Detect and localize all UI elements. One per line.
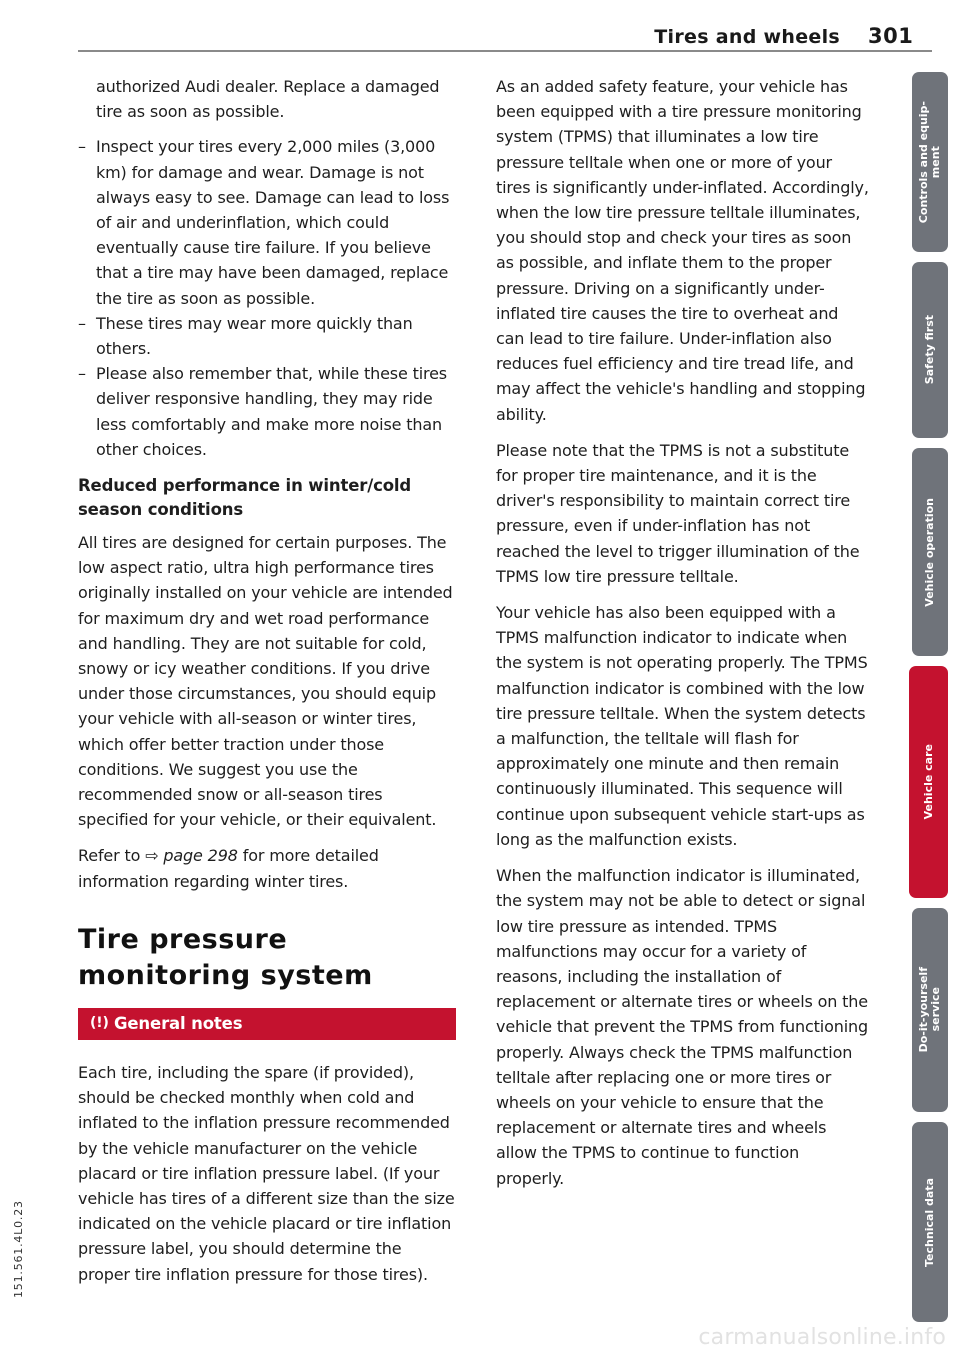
- winter-paragraph: All tires are designed for certain purposes. The low aspect ratio, ultra high performance tires originally installed on your vehicle are intended for maximum dry and wet road performance and handling. They are not suitable for cold, snowy or icy weather conditions. If you drive under those circumstances, you should equip your vehicle with all-season or winter tires, which offer better traction under those conditions. We suggest you use the recommended snow or all-season tires specified for your vehicle, or their equivalent.: [78, 533, 453, 830]
- tpms-malfunction-paragraph: Your vehicle has also been equipped with a TPMS malfunction indicator to indicate when the system is not operating properly. The TPMS malfunction indicator is combined with the low tire pressure telltale. When the system detects a malfunction, the telltale will flash for approximately one minute and then remain continuously illuminated. This sequence will continue upon subsequent vehicle start-ups as long as the malfunction exists.: [496, 603, 868, 849]
- bullet-continuation: [78, 74, 456, 124]
- tab-safety-first[interactable]: [912, 262, 948, 438]
- refer-paragraph: [78, 843, 456, 893]
- winter-subheading: Reduced performance in winter/cold season conditions: [78, 476, 412, 520]
- section-title: Tire pressure monitoring system: [78, 923, 373, 991]
- bullet-inspect-tires: – Inspect your tires every 2,000 miles (3,000 km) for damage and wear. Damage is not always easy to see. Damage can lead to loss of air and underinflation, which could eventually cause tire failure. If you believe that a tire may have been damaged, replace the tire as soon as possible.: [78, 134, 456, 310]
- refer-prefix: Refer to: [78, 846, 146, 866]
- document-code: 151.561.4L0.23: [12, 1200, 25, 1298]
- monthly-check-paragraph: Each tire, including the spare (if provided), should be checked monthly when cold and inflated to the inflation pressure recommended by the vehicle manufacturer on the vehicle placard or tire inflation pressure label. (If your vehicle has tires of a different size than the size indicated on the vehicle placard or tire inflation pressure label, you should determine the proper tire inflation pressure for those tires).: [78, 1062, 455, 1284]
- warning-icon: (!): [90, 1015, 109, 1032]
- refer-suffix: for more detailed information regarding winter tires.: [78, 846, 379, 891]
- tpms-intro-paragraph: As an added safety feature, your vehicle has been equipped with a tire pressure monitoring system (TPMS) that illuminates a low tire pressure telltale when one or more of your tires is significantly under-inflated. Accordingly, when the low tire pressure telltale illuminates, you should stop and check your tires as soon as possible, and inflate them to the proper pressure. Driving on a significantly under-inflated tire causes the tire to overheat and can lead to tire failure. Under-inflation also reduces fuel efficiency and tire tread life, and may affect the vehicle's handling and stopping ability.: [496, 77, 869, 424]
- tab-label: Technical data: [923, 1177, 936, 1267]
- left-column: [78, 74, 456, 1298]
- tab-label: Vehicle operation: [923, 497, 936, 607]
- page-298-link[interactable]: ⇨ page 298: [145, 846, 238, 866]
- tire-care-bullets: [78, 134, 456, 462]
- header-rule: [78, 50, 932, 52]
- tpms-substitute-paragraph: Please note that the TPMS is not a substitute for proper tire maintenance, and it is the driver's responsibility to maintain correct tire pressure, even if under-inflation has not reached the level to trigger illumination of the TPMS low tire pressure telltale.: [496, 440, 860, 586]
- tab-label: Vehicle care: [921, 744, 935, 820]
- tab-label: Controls and equip- ment: [917, 100, 942, 224]
- tab-technical-data[interactable]: [912, 1122, 948, 1322]
- tab-label: Safety first: [923, 315, 936, 385]
- bullet-tire-wear: – These tires may wear more quickly than others.: [78, 311, 456, 361]
- tab-vehicle-operation[interactable]: [912, 448, 948, 656]
- tab-do-it-yourself-service[interactable]: [912, 908, 948, 1112]
- tpms-indicator-paragraph: When the malfunction indicator is illuminated, the system may not be able to detect or signal low tire pressure as intended. TPMS malfunctions may occur for a variety of reasons, including the installation of replacement or alternate tires or wheels on the vehicle that prevent the TPMS from functioning properly. Always check the TPMS malfunction telltale after replacing one or more tires or wheels on your vehicle to ensure that the replacement or alternate tires and wheels allow the TPMS to continue to function properly.: [496, 866, 869, 1188]
- general-notes-banner: [78, 1008, 456, 1040]
- watermark: carmanualsonline.info: [698, 1325, 946, 1350]
- bullet-handling: – Please also remember that, while these tires deliver responsive handling, they may ride less comfortably and make more noise than other choices.: [78, 361, 456, 462]
- general-notes-label: General notes: [114, 1014, 243, 1034]
- running-head: Tires and wheels: [654, 26, 840, 48]
- right-column: [496, 74, 870, 1202]
- bullet-continuation-text: authorized Audi dealer. Replace a damaged tire as soon as possible.: [96, 77, 440, 122]
- tab-controls-and-equipment[interactable]: [912, 72, 948, 252]
- tab-vehicle-care[interactable]: [909, 666, 948, 898]
- tab-label: Do-it-yourself service: [917, 967, 942, 1053]
- page-number: 301: [868, 24, 914, 48]
